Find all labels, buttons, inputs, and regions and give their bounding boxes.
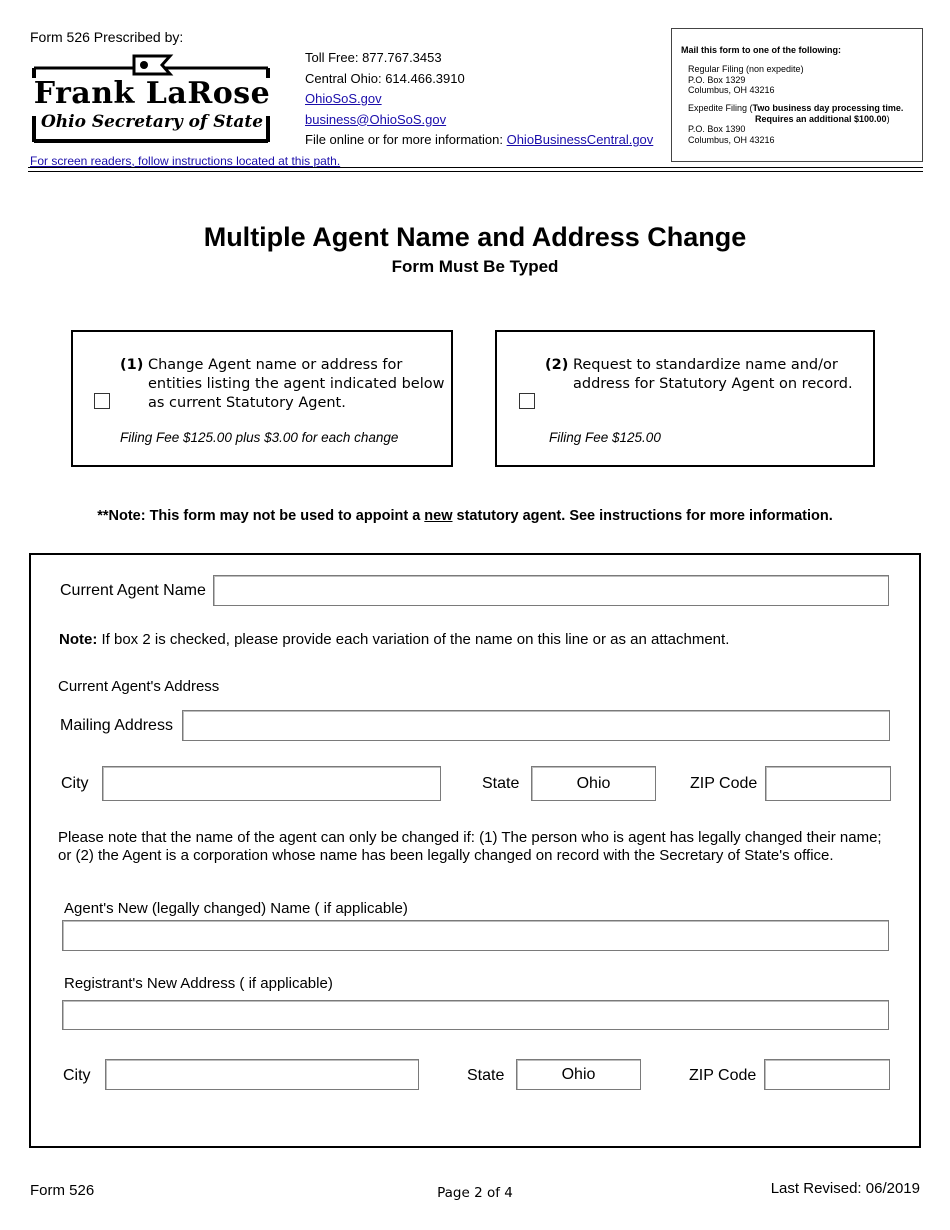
expedite-label: Expedite Filing (	[688, 103, 753, 113]
zip2-label: ZIP Code	[689, 1067, 757, 1084]
regular-po-box: P.O. Box 1329	[688, 74, 746, 85]
central-ohio-phone: Central Ohio: 614.466.3910	[305, 70, 465, 86]
email-link[interactable]: business@OhioSoS.gov	[305, 111, 447, 127]
option-2-text	[545, 356, 853, 394]
new-name-label: Agent's New (legally changed) Name ( if applicable)	[64, 900, 408, 917]
option-1-line1: Change Agent name or address for	[147, 357, 403, 373]
current-address-heading: Current Agent's Address	[58, 678, 220, 695]
mail-heading: Mail this form to one of the following:	[681, 45, 841, 55]
state2-label: State	[467, 1067, 505, 1084]
regular-filing	[688, 64, 804, 96]
zip-label: ZIP Code	[690, 775, 758, 792]
mailing-address-label: Mailing Address	[60, 717, 173, 734]
header-divider-bottom	[28, 171, 923, 172]
box2-note	[59, 631, 729, 648]
city2-label: City	[63, 1067, 91, 1084]
logo-name: Frank LaRose	[33, 76, 271, 111]
zip2-input[interactable]	[764, 1059, 890, 1090]
page-title: Multiple Agent Name and Address Change	[203, 222, 747, 252]
box2-note-text: If box 2 is checked, please provide each variation of the name on this line or as an attachment.	[97, 631, 730, 648]
screen-reader-link[interactable]	[30, 154, 340, 168]
contact-info	[305, 48, 653, 151]
new-address-input[interactable]	[62, 1000, 889, 1030]
city-label: City	[61, 775, 89, 792]
name-change-note: Please note that the name of the agent can only be changed if: (1) The person who is agent has legally changed their name; or (2) the Agent is a corporation whose name has been legally changed on record with the Secretary of State's office.	[58, 829, 882, 864]
state-input[interactable]: Ohio	[531, 766, 656, 801]
header-divider-top	[28, 167, 923, 168]
option-2-checkbox[interactable]	[519, 393, 535, 409]
website-link[interactable]: OhioSoS.gov	[305, 91, 382, 106]
expedite-po-box: P.O. Box 1390	[688, 124, 746, 134]
sos-logo	[30, 50, 274, 146]
option-2-line2: address for Statutory Agent on record.	[573, 376, 853, 392]
expedite-city: Columbus, OH 43216	[688, 134, 775, 145]
option-1-line2: entities listing the agent indicated below	[148, 376, 445, 392]
box2-note-bold: Note:	[59, 631, 98, 648]
logo-subtitle: Ohio Secretary of State	[40, 112, 264, 132]
business-central-link[interactable]: OhioBusinessCentral.gov	[506, 132, 654, 147]
zip-input[interactable]	[765, 766, 891, 801]
mail-instructions-box	[671, 28, 923, 162]
note-underlined: new	[424, 508, 453, 524]
regular-filing-label: Regular Filing (non expedite)	[688, 64, 804, 74]
mailing-address-input[interactable]	[182, 710, 890, 741]
expedite-close: )	[886, 113, 890, 124]
screen-reader-link-text[interactable]: For screen readers, follow instructions located at this path.	[30, 154, 341, 168]
state2-input[interactable]: Ohio	[516, 1059, 641, 1090]
expedite-time: Two business day processing time.	[752, 103, 904, 113]
city-input[interactable]	[102, 766, 441, 801]
option-1-fee: Filing Fee $125.00 plus $3.00 for each change	[120, 430, 399, 445]
note-prefix: **Note: This form may not be used to appoint a	[97, 508, 425, 524]
current-agent-name-input[interactable]	[213, 575, 889, 606]
new-name-input[interactable]	[62, 920, 889, 951]
note-suffix: statutory agent. See instructions for more information.	[452, 508, 833, 524]
option-2-fee: Filing Fee $125.00	[549, 430, 661, 445]
option-1-line3: as current Statutory Agent.	[148, 395, 346, 411]
option-1-box	[71, 330, 453, 467]
option-1-checkbox[interactable]	[94, 393, 110, 409]
footer-page-number: Page 2 of 4	[437, 1185, 513, 1201]
toll-free: Toll Free: 877.767.3453	[305, 50, 442, 65]
file-online-text: File online or for more information:	[305, 132, 507, 147]
prescribed-by: Form 526 Prescribed by:	[30, 29, 184, 45]
footer-form-number: Form 526	[30, 1182, 95, 1199]
city2-input[interactable]	[105, 1059, 419, 1090]
footer-last-revised: Last Revised: 06/2019	[770, 1180, 920, 1197]
expedite-filing	[688, 103, 920, 145]
current-agent-name-label: Current Agent Name	[60, 582, 206, 599]
page-subtitle: Form Must Be Typed	[391, 257, 559, 276]
new-address-label: Registrant's New Address ( if applicable)	[64, 975, 333, 992]
appointment-note	[0, 508, 930, 524]
option-1-number: (1)	[120, 357, 144, 373]
option-2-box	[495, 330, 875, 467]
state-label: State	[482, 775, 520, 792]
regular-city: Columbus, OH 43216	[688, 85, 775, 95]
expedite-fee: Requires an additional $100.00	[755, 113, 887, 124]
option-2-number: (2)	[545, 357, 569, 373]
option-2-line1: Request to standardize name and/or	[572, 357, 838, 373]
option-1-text	[120, 356, 444, 413]
